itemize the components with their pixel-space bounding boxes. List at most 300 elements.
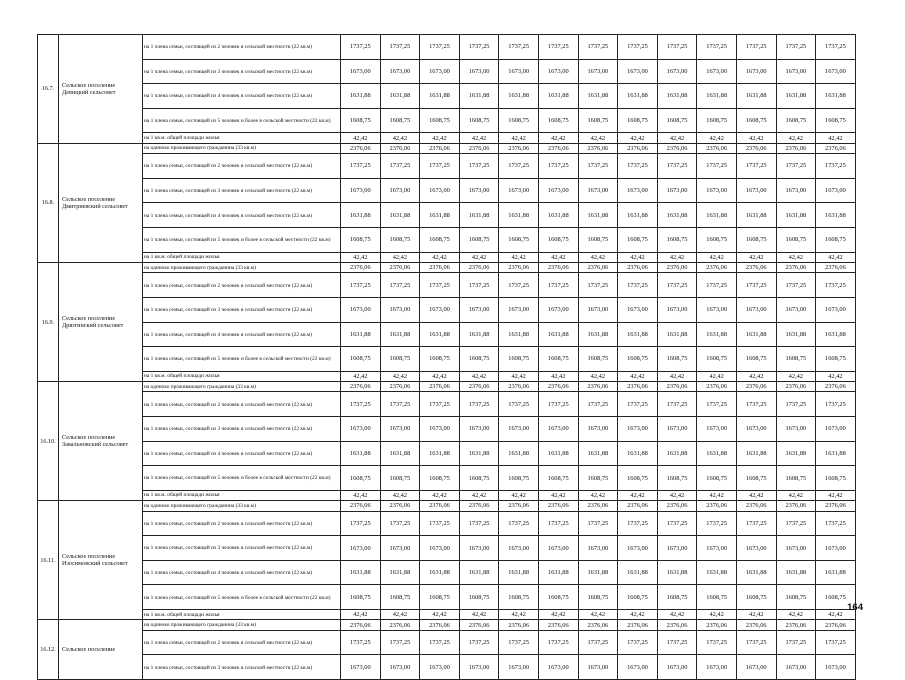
value-cell: 1673,00 [380, 297, 420, 322]
value-cell: 1673,00 [578, 655, 618, 680]
value-cell: 2376,06 [578, 262, 618, 272]
value-cell: 1631,88 [736, 322, 776, 347]
norm-description: на 1 члена семьи, состоящей из 5 человек и более в сельской местности (22 кв.м) [143, 466, 341, 491]
value-cell: 1608,75 [420, 347, 460, 372]
value-cell: 1673,00 [578, 536, 618, 561]
value-cell: 2376,06 [736, 143, 776, 153]
value-cell: 1737,25 [499, 35, 539, 60]
value-cell: 1673,00 [538, 178, 578, 203]
value-cell: 2376,06 [816, 262, 856, 272]
value-cell: 1608,75 [459, 585, 499, 610]
value-cell: 1631,88 [816, 560, 856, 585]
value-cell: 1737,25 [420, 630, 460, 655]
value-cell: 1673,00 [736, 297, 776, 322]
value-cell: 2376,06 [618, 262, 658, 272]
value-cell: 1631,88 [380, 560, 420, 585]
value-cell: 2376,06 [736, 501, 776, 511]
value-cell: 1673,00 [499, 59, 539, 84]
value-cell: 1608,75 [618, 347, 658, 372]
value-cell: 1631,88 [538, 322, 578, 347]
value-cell: 2376,06 [459, 262, 499, 272]
value-cell: 2376,06 [499, 501, 539, 511]
value-cell: 1737,25 [776, 511, 816, 536]
settlement-name: Сельское поселение Дмитриевский сельсовет [59, 143, 143, 262]
table-row [38, 441, 856, 466]
norm-description: на 1 члена семьи, состоящей из 3 человек в сельской местности (22 кв.м) [143, 297, 341, 322]
value-cell: 1673,00 [816, 655, 856, 680]
value-cell: 42,42 [657, 252, 697, 262]
value-cell: 1737,25 [380, 35, 420, 60]
table-row [38, 59, 856, 84]
value-cell: 1608,75 [420, 585, 460, 610]
value-cell: 42,42 [459, 490, 499, 500]
value-cell: 1737,25 [657, 35, 697, 60]
table-row [38, 560, 856, 585]
value-cell: 2376,06 [380, 620, 420, 630]
value-cell: 1673,00 [420, 655, 460, 680]
value-cell: 1737,25 [697, 35, 737, 60]
value-cell: 1673,00 [657, 297, 697, 322]
value-cell: 1673,00 [499, 417, 539, 442]
value-cell: 1631,88 [341, 203, 381, 228]
value-cell: 1608,75 [697, 108, 737, 133]
value-cell: 1737,25 [816, 35, 856, 60]
value-cell: 1737,25 [816, 154, 856, 179]
value-cell: 42,42 [657, 490, 697, 500]
value-cell: 1673,00 [380, 59, 420, 84]
value-cell: 2376,06 [657, 262, 697, 272]
value-cell: 1608,75 [341, 466, 381, 491]
value-cell: 42,42 [578, 490, 618, 500]
value-cell: 1673,00 [380, 417, 420, 442]
value-cell: 1631,88 [657, 322, 697, 347]
value-cell: 1673,00 [776, 536, 816, 561]
value-cell: 1631,88 [499, 84, 539, 109]
value-cell: 1608,75 [341, 108, 381, 133]
value-cell: 42,42 [459, 133, 499, 143]
norm-description: на 1 члена семьи, состоящей из 2 человек в сельской местности (22 кв.м) [143, 273, 341, 298]
value-cell: 1737,25 [776, 154, 816, 179]
value-cell: 1673,00 [499, 536, 539, 561]
value-cell: 1608,75 [657, 585, 697, 610]
table-row [38, 108, 856, 133]
value-cell: 1631,88 [420, 203, 460, 228]
norm-description: на 1 члена семьи, состоящей из 3 человек в сельской местности (22 кв.м) [143, 536, 341, 561]
norm-description: на одиноко проживающего гражданина (33 кв.м) [143, 143, 341, 153]
value-cell: 1673,00 [420, 417, 460, 442]
table-row [38, 203, 856, 228]
value-cell: 1631,88 [776, 203, 816, 228]
value-cell: 2376,06 [776, 382, 816, 392]
settlement-name: Сельское поселение [59, 620, 143, 680]
value-cell: 1608,75 [618, 585, 658, 610]
page-number: 164 [847, 602, 863, 613]
value-cell: 2376,06 [776, 501, 816, 511]
value-cell: 1631,88 [538, 203, 578, 228]
value-cell: 1737,25 [776, 35, 816, 60]
value-cell: 1673,00 [420, 59, 460, 84]
value-cell: 1631,88 [776, 441, 816, 466]
value-cell: 1737,25 [459, 511, 499, 536]
norm-description: на 1 члена семьи, состоящей из 4 человек в сельской местности (22 кв.м) [143, 322, 341, 347]
value-cell: 2376,06 [736, 620, 776, 630]
value-cell: 1737,25 [538, 154, 578, 179]
value-cell: 1673,00 [459, 297, 499, 322]
value-cell: 1673,00 [776, 297, 816, 322]
value-cell: 2376,06 [341, 382, 381, 392]
value-cell: 1673,00 [736, 178, 776, 203]
value-cell: 2376,06 [499, 382, 539, 392]
value-cell: 1737,25 [459, 630, 499, 655]
value-cell: 42,42 [341, 490, 381, 500]
value-cell: 1631,88 [578, 84, 618, 109]
value-cell: 1673,00 [341, 59, 381, 84]
value-cell: 1631,88 [697, 84, 737, 109]
value-cell: 42,42 [459, 610, 499, 620]
value-cell: 1608,75 [657, 108, 697, 133]
value-cell: 1631,88 [341, 441, 381, 466]
value-cell: 42,42 [816, 490, 856, 500]
value-cell: 1737,25 [816, 273, 856, 298]
value-cell: 1608,75 [697, 466, 737, 491]
value-cell: 42,42 [538, 610, 578, 620]
value-cell: 1673,00 [380, 536, 420, 561]
norm-description: на 1 члена семьи, состоящей из 4 человек в сельской местности (22 кв.м) [143, 560, 341, 585]
value-cell: 1737,25 [618, 35, 658, 60]
norm-description: на одиноко проживающего гражданина (33 кв.м) [143, 501, 341, 511]
value-cell: 1608,75 [499, 108, 539, 133]
value-cell: 42,42 [618, 252, 658, 262]
value-cell: 1737,25 [736, 630, 776, 655]
value-cell: 1737,25 [578, 511, 618, 536]
value-cell: 42,42 [776, 490, 816, 500]
value-cell: 2376,06 [657, 620, 697, 630]
value-cell: 1608,75 [816, 466, 856, 491]
table-row [38, 501, 856, 511]
value-cell: 1673,00 [657, 536, 697, 561]
norm-description: на 1 члена семьи, состоящей из 3 человек в сельской местности (22 кв.м) [143, 417, 341, 442]
table-row [38, 322, 856, 347]
value-cell: 2376,06 [657, 382, 697, 392]
value-cell: 1737,25 [380, 392, 420, 417]
value-cell: 42,42 [618, 490, 658, 500]
value-cell: 1608,75 [578, 227, 618, 252]
value-cell: 1737,25 [341, 35, 381, 60]
value-cell: 2376,06 [657, 501, 697, 511]
value-cell: 1737,25 [657, 392, 697, 417]
value-cell: 1608,75 [538, 466, 578, 491]
value-cell: 1673,00 [736, 655, 776, 680]
norm-description: на 1 члена семьи, состоящей из 3 человек в сельской местности (22 кв.м) [143, 178, 341, 203]
value-cell: 1737,25 [657, 511, 697, 536]
value-cell: 42,42 [341, 371, 381, 381]
value-cell: 1673,00 [341, 178, 381, 203]
table-row [38, 490, 856, 500]
value-cell: 1737,25 [459, 154, 499, 179]
norm-description: на 1 члена семьи, состоящей из 5 человек и более в сельской местности (22 кв.м) [143, 347, 341, 372]
value-cell: 1631,88 [538, 441, 578, 466]
value-cell: 1737,25 [538, 630, 578, 655]
norm-description: на 1 члена семьи, состоящей из 4 человек в сельской местности (22 кв.м) [143, 84, 341, 109]
value-cell: 2376,06 [459, 143, 499, 153]
value-cell: 1673,00 [618, 655, 658, 680]
value-cell: 1737,25 [420, 511, 460, 536]
value-cell: 1737,25 [538, 273, 578, 298]
value-cell: 1673,00 [538, 655, 578, 680]
value-cell: 2376,06 [420, 501, 460, 511]
value-cell: 1673,00 [816, 59, 856, 84]
value-cell: 42,42 [380, 371, 420, 381]
table-row [38, 154, 856, 179]
value-cell: 42,42 [578, 610, 618, 620]
value-cell: 1737,25 [341, 511, 381, 536]
value-cell: 1608,75 [816, 585, 856, 610]
value-cell: 1608,75 [459, 108, 499, 133]
table-row [38, 630, 856, 655]
value-cell: 1608,75 [736, 585, 776, 610]
norm-description: на 1 члена семьи, состоящей из 5 человек и более в сельской местности (22 кв.м) [143, 227, 341, 252]
value-cell: 1631,88 [380, 441, 420, 466]
value-cell: 2376,06 [697, 143, 737, 153]
value-cell: 1737,25 [341, 273, 381, 298]
value-cell: 1608,75 [341, 585, 381, 610]
table-row [38, 178, 856, 203]
value-cell: 1608,75 [499, 227, 539, 252]
norm-description: на 1 члена семьи, состоящей из 2 человек в сельской местности (22 кв.м) [143, 511, 341, 536]
norm-description: на 1 кв.м. общей площади жилья [143, 490, 341, 500]
value-cell: 1673,00 [618, 59, 658, 84]
table-row [38, 392, 856, 417]
value-cell: 42,42 [420, 371, 460, 381]
value-cell: 1673,00 [618, 297, 658, 322]
settlement-index: 16.12. [38, 620, 59, 680]
value-cell: 1737,25 [499, 511, 539, 536]
value-cell: 2376,06 [538, 382, 578, 392]
value-cell: 42,42 [618, 610, 658, 620]
value-cell: 1737,25 [380, 630, 420, 655]
value-cell: 2376,06 [618, 620, 658, 630]
value-cell: 1631,88 [697, 560, 737, 585]
value-cell: 42,42 [578, 252, 618, 262]
value-cell: 2376,06 [538, 143, 578, 153]
value-cell: 1673,00 [578, 417, 618, 442]
value-cell: 1737,25 [459, 392, 499, 417]
value-cell: 2376,06 [499, 143, 539, 153]
value-cell: 1608,75 [380, 466, 420, 491]
value-cell: 1737,25 [341, 630, 381, 655]
table-row [38, 382, 856, 392]
table-row [38, 536, 856, 561]
value-cell: 1737,25 [578, 154, 618, 179]
value-cell: 1673,00 [578, 178, 618, 203]
housing-cost-table [37, 34, 856, 680]
value-cell: 1737,25 [420, 35, 460, 60]
value-cell: 1673,00 [538, 417, 578, 442]
value-cell: 2376,06 [380, 382, 420, 392]
norm-description: на 1 члена семьи, состоящей из 2 человек в сельской местности (22 кв.м) [143, 392, 341, 417]
value-cell: 1737,25 [816, 630, 856, 655]
settlement-index: 16.10. [38, 382, 59, 501]
value-cell: 1631,88 [776, 322, 816, 347]
value-cell: 1608,75 [776, 466, 816, 491]
value-cell: 1631,88 [816, 441, 856, 466]
value-cell: 42,42 [538, 133, 578, 143]
value-cell: 1737,25 [657, 154, 697, 179]
value-cell: 1608,75 [776, 347, 816, 372]
value-cell: 1631,88 [499, 203, 539, 228]
value-cell: 1673,00 [697, 178, 737, 203]
value-cell: 2376,06 [776, 620, 816, 630]
value-cell: 1608,75 [538, 585, 578, 610]
value-cell: 1673,00 [736, 536, 776, 561]
value-cell: 1631,88 [816, 203, 856, 228]
value-cell: 1608,75 [618, 227, 658, 252]
value-cell: 42,42 [380, 133, 420, 143]
value-cell: 42,42 [736, 371, 776, 381]
value-cell: 2376,06 [380, 501, 420, 511]
value-cell: 42,42 [657, 371, 697, 381]
value-cell: 1673,00 [816, 297, 856, 322]
table-row [38, 466, 856, 491]
value-cell: 2376,06 [459, 382, 499, 392]
value-cell: 1673,00 [380, 655, 420, 680]
value-cell: 1737,25 [697, 392, 737, 417]
value-cell: 42,42 [776, 133, 816, 143]
value-cell: 1737,25 [538, 392, 578, 417]
value-cell: 42,42 [538, 371, 578, 381]
value-cell: 42,42 [736, 610, 776, 620]
value-cell: 1631,88 [618, 441, 658, 466]
value-cell: 1737,25 [736, 154, 776, 179]
value-cell: 2376,06 [341, 501, 381, 511]
value-cell: 1673,00 [657, 655, 697, 680]
value-cell: 1608,75 [538, 347, 578, 372]
value-cell: 2376,06 [341, 262, 381, 272]
norm-description: на 1 члена семьи, состоящей из 4 человек в сельской местности (22 кв.м) [143, 441, 341, 466]
value-cell: 1631,88 [618, 203, 658, 228]
value-cell: 1673,00 [420, 297, 460, 322]
value-cell: 1608,75 [538, 108, 578, 133]
value-cell: 1673,00 [697, 297, 737, 322]
table-row [38, 84, 856, 109]
value-cell: 1737,25 [736, 273, 776, 298]
settlement-index: 16.8. [38, 143, 59, 262]
value-cell: 42,42 [499, 133, 539, 143]
value-cell: 1631,88 [657, 560, 697, 585]
table-row [38, 227, 856, 252]
value-cell: 1631,88 [420, 322, 460, 347]
value-cell: 2376,06 [697, 262, 737, 272]
norm-description: на 1 члена семьи, состоящей из 3 человек в сельской местности (22 кв.м) [143, 59, 341, 84]
value-cell: 1737,25 [618, 154, 658, 179]
norm-description: на 1 члена семьи, состоящей из 2 человек в сельской местности (22 кв.м) [143, 35, 341, 60]
value-cell: 1673,00 [499, 178, 539, 203]
value-cell: 1631,88 [736, 84, 776, 109]
table-row [38, 35, 856, 60]
value-cell: 1631,88 [341, 560, 381, 585]
value-cell: 1631,88 [420, 84, 460, 109]
value-cell: 1673,00 [776, 59, 816, 84]
value-cell: 42,42 [499, 252, 539, 262]
value-cell: 2376,06 [578, 620, 618, 630]
value-cell: 42,42 [657, 133, 697, 143]
value-cell: 1673,00 [538, 297, 578, 322]
value-cell: 2376,06 [618, 382, 658, 392]
value-cell: 1631,88 [657, 203, 697, 228]
value-cell: 1631,88 [736, 441, 776, 466]
value-cell: 1608,75 [499, 585, 539, 610]
table-row [38, 297, 856, 322]
value-cell: 1631,88 [657, 84, 697, 109]
value-cell: 1737,25 [538, 35, 578, 60]
value-cell: 1631,88 [578, 560, 618, 585]
norm-description: на 1 члена семьи, состоящей из 4 человек в сельской местности (22 кв.м) [143, 203, 341, 228]
value-cell: 42,42 [341, 252, 381, 262]
norm-description: на 1 члена семьи, состоящей из 5 человек и более в сельской местности (22 кв.м) [143, 108, 341, 133]
value-cell: 42,42 [697, 490, 737, 500]
value-cell: 42,42 [697, 252, 737, 262]
value-cell: 1608,75 [420, 108, 460, 133]
value-cell: 42,42 [538, 252, 578, 262]
value-cell: 1608,75 [459, 347, 499, 372]
value-cell: 42,42 [816, 133, 856, 143]
value-cell: 1631,88 [420, 441, 460, 466]
value-cell: 1608,75 [697, 585, 737, 610]
norm-description: на 1 члена семьи, состоящей из 5 человек и более в сельской местности (22 кв.м) [143, 585, 341, 610]
norm-description: на 1 члена семьи, состоящей из 2 человек в сельской местности (22 кв.м) [143, 154, 341, 179]
value-cell: 1631,88 [618, 560, 658, 585]
value-cell: 2376,06 [420, 620, 460, 630]
value-cell: 1673,00 [538, 59, 578, 84]
value-cell: 1608,75 [657, 466, 697, 491]
value-cell: 1608,75 [420, 466, 460, 491]
table-row [38, 417, 856, 442]
value-cell: 1608,75 [736, 227, 776, 252]
value-cell: 1737,25 [816, 511, 856, 536]
norm-description: на 1 кв.м. общей площади жилья [143, 133, 341, 143]
value-cell: 2376,06 [578, 382, 618, 392]
norm-description: на одиноко проживающего гражданина (33 кв.м) [143, 262, 341, 272]
value-cell: 1631,88 [816, 84, 856, 109]
value-cell: 1673,00 [697, 417, 737, 442]
value-cell: 1673,00 [776, 417, 816, 442]
value-cell: 1631,88 [499, 322, 539, 347]
value-cell: 1673,00 [657, 178, 697, 203]
value-cell: 2376,06 [618, 143, 658, 153]
value-cell: 1631,88 [380, 84, 420, 109]
value-cell: 1631,88 [697, 441, 737, 466]
norm-description: на 1 кв.м. общей площади жилья [143, 610, 341, 620]
value-cell: 1608,75 [420, 227, 460, 252]
value-cell: 1737,25 [776, 273, 816, 298]
table-row [38, 585, 856, 610]
table-row [38, 371, 856, 381]
value-cell: 1631,88 [499, 560, 539, 585]
value-cell: 1673,00 [459, 417, 499, 442]
value-cell: 1608,75 [380, 108, 420, 133]
value-cell: 1631,88 [459, 322, 499, 347]
settlement-index: 16.7. [38, 35, 59, 144]
value-cell: 1737,25 [499, 630, 539, 655]
value-cell: 1737,25 [380, 273, 420, 298]
value-cell: 1737,25 [657, 630, 697, 655]
value-cell: 42,42 [736, 252, 776, 262]
value-cell: 1631,88 [816, 322, 856, 347]
value-cell: 1673,00 [341, 417, 381, 442]
value-cell: 1631,88 [657, 441, 697, 466]
settlement-index: 16.11. [38, 501, 59, 620]
value-cell: 2376,06 [341, 620, 381, 630]
